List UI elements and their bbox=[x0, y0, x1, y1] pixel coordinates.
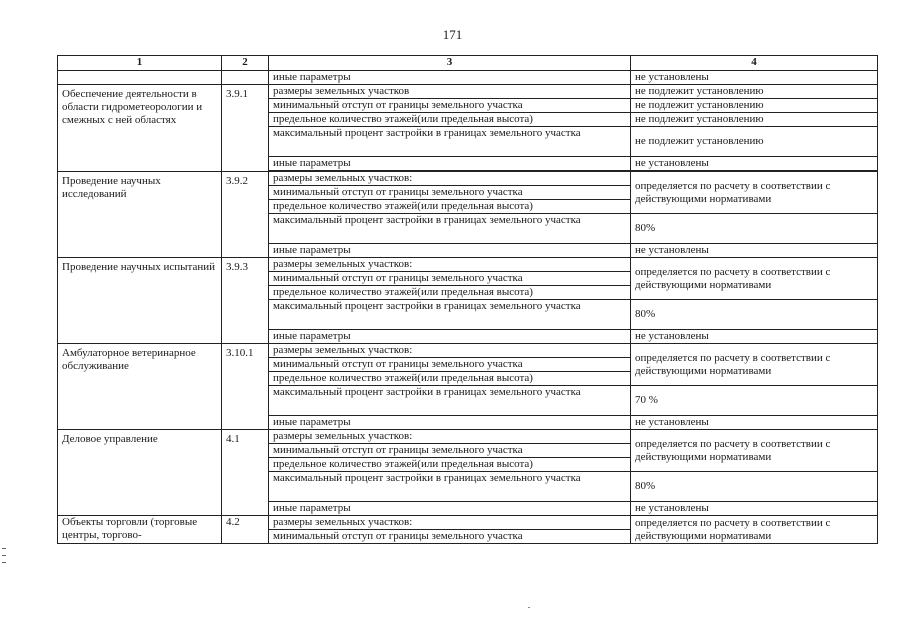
value-cell: 70 % bbox=[631, 386, 878, 416]
value-cell: определяется по расчету в соответствии с действующими нормативами bbox=[631, 516, 878, 544]
param-cell: иные параметры bbox=[269, 502, 631, 516]
value-cell: не подлежит установлению bbox=[631, 85, 878, 99]
value-cell: 80% bbox=[631, 214, 878, 244]
value-cell: не подлежит установлению bbox=[631, 113, 878, 127]
param-cell: размеры земельных участков: bbox=[269, 516, 631, 530]
param-cell: предельное количество этажей(или предельная высота) bbox=[269, 200, 631, 214]
value-cell: определяется по расчету в соответствии с действующими нормативами bbox=[631, 430, 878, 472]
param-cell: размеры земельных участков: bbox=[269, 430, 631, 444]
group-name-cell: Объекты торговли (торговые центры, торгово- bbox=[58, 516, 222, 544]
param-cell: минимальный отступ от границы земельного участка bbox=[269, 99, 631, 113]
header-col-4: 4 bbox=[631, 56, 878, 71]
margin-marks bbox=[2, 548, 6, 569]
group-name-cell: Проведение научных испытаний bbox=[58, 258, 222, 344]
group-name-cell: Деловое управление bbox=[58, 430, 222, 516]
param-cell: минимальный отступ от границы земельного участка bbox=[269, 358, 631, 372]
value-cell: 80% bbox=[631, 472, 878, 502]
group-name-cell: Проведение научных исследований bbox=[58, 172, 222, 258]
param-cell: предельное количество этажей(или предельная высота) bbox=[269, 372, 631, 386]
param-cell: предельное количество этажей(или предельная высота) bbox=[269, 286, 631, 300]
group-code-cell: 4.1 bbox=[222, 430, 269, 516]
param-cell: иные параметры bbox=[269, 71, 631, 85]
value-cell: определяется по расчету в соответствии с действующими нормативами bbox=[631, 172, 878, 214]
param-cell: максимальный процент застройки в границах земельного участка bbox=[269, 386, 631, 416]
value-cell: не подлежит установлению bbox=[631, 99, 878, 113]
value-cell: не установлены bbox=[631, 244, 878, 258]
header-row bbox=[58, 56, 878, 71]
table-row bbox=[58, 258, 878, 272]
table-row bbox=[58, 172, 878, 186]
group-code-cell: 3.10.1 bbox=[222, 344, 269, 430]
param-cell: размеры земельных участков: bbox=[269, 344, 631, 358]
table-row bbox=[58, 344, 878, 358]
param-cell: минимальный отступ от границы земельного участка bbox=[269, 186, 631, 200]
table-row bbox=[58, 85, 878, 99]
header-col-1: 1 bbox=[58, 56, 222, 71]
group-name-cell bbox=[58, 71, 222, 85]
param-cell: минимальный отступ от границы земельного участка bbox=[269, 444, 631, 458]
param-cell: размеры земельных участков: bbox=[269, 172, 631, 186]
param-cell: минимальный отступ от границы земельного участка bbox=[269, 272, 631, 286]
zoning-parameters-table bbox=[57, 55, 878, 544]
param-cell: максимальный процент застройки в границах земельного участка bbox=[269, 472, 631, 502]
margin-mark bbox=[2, 562, 6, 563]
param-cell: размеры земельных участков: bbox=[269, 258, 631, 272]
group-code-cell: 3.9.1 bbox=[222, 85, 269, 172]
group-code-cell: 3.9.3 bbox=[222, 258, 269, 344]
value-cell: не установлены bbox=[631, 71, 878, 85]
table-row bbox=[58, 430, 878, 444]
value-cell: не установлены bbox=[631, 157, 878, 171]
param-cell: иные параметры bbox=[269, 330, 631, 344]
header-col-3: 3 bbox=[269, 56, 631, 71]
param-cell: иные параметры bbox=[269, 244, 631, 258]
value-cell: не установлены bbox=[631, 330, 878, 344]
param-cell: максимальный процент застройки в границах земельного участка bbox=[269, 300, 631, 330]
value-cell: не установлены bbox=[631, 502, 878, 516]
scan-speck bbox=[528, 607, 530, 608]
value-cell: определяется по расчету в соответствии с действующими нормативами bbox=[631, 344, 878, 386]
group-name-cell: Амбулаторное ветеринарное обслуживание bbox=[58, 344, 222, 430]
value-cell: не подлежит установлению bbox=[631, 127, 878, 157]
value-cell: не установлены bbox=[631, 416, 878, 430]
margin-mark bbox=[2, 555, 6, 556]
value-cell: 80% bbox=[631, 300, 878, 330]
param-cell: размеры земельных участков bbox=[269, 85, 631, 99]
param-cell: минимальный отступ от границы земельного участка bbox=[269, 530, 631, 544]
param-cell: предельное количество этажей(или предельная высота) bbox=[269, 458, 631, 472]
group-code-cell bbox=[222, 71, 269, 85]
group-name-cell: Обеспечение деятельности в области гидрометеорологии и смежных с ней областях bbox=[58, 85, 222, 172]
group-code-cell: 3.9.2 bbox=[222, 172, 269, 258]
margin-mark bbox=[2, 548, 6, 549]
param-cell: максимальный процент застройки в границах земельного участка bbox=[269, 127, 631, 157]
table-row bbox=[58, 71, 878, 85]
param-cell: предельное количество этажей(или предельная высота) bbox=[269, 113, 631, 127]
value-cell: определяется по расчету в соответствии с действующими нормативами bbox=[631, 258, 878, 300]
page-number: 171 bbox=[442, 27, 463, 42]
header-col-2: 2 bbox=[222, 56, 269, 71]
param-cell: иные параметры bbox=[269, 157, 631, 171]
param-cell: максимальный процент застройки в границах земельного участка bbox=[269, 214, 631, 244]
table-row bbox=[58, 516, 878, 530]
group-code-cell: 4.2 bbox=[222, 516, 269, 544]
param-cell: иные параметры bbox=[269, 416, 631, 430]
